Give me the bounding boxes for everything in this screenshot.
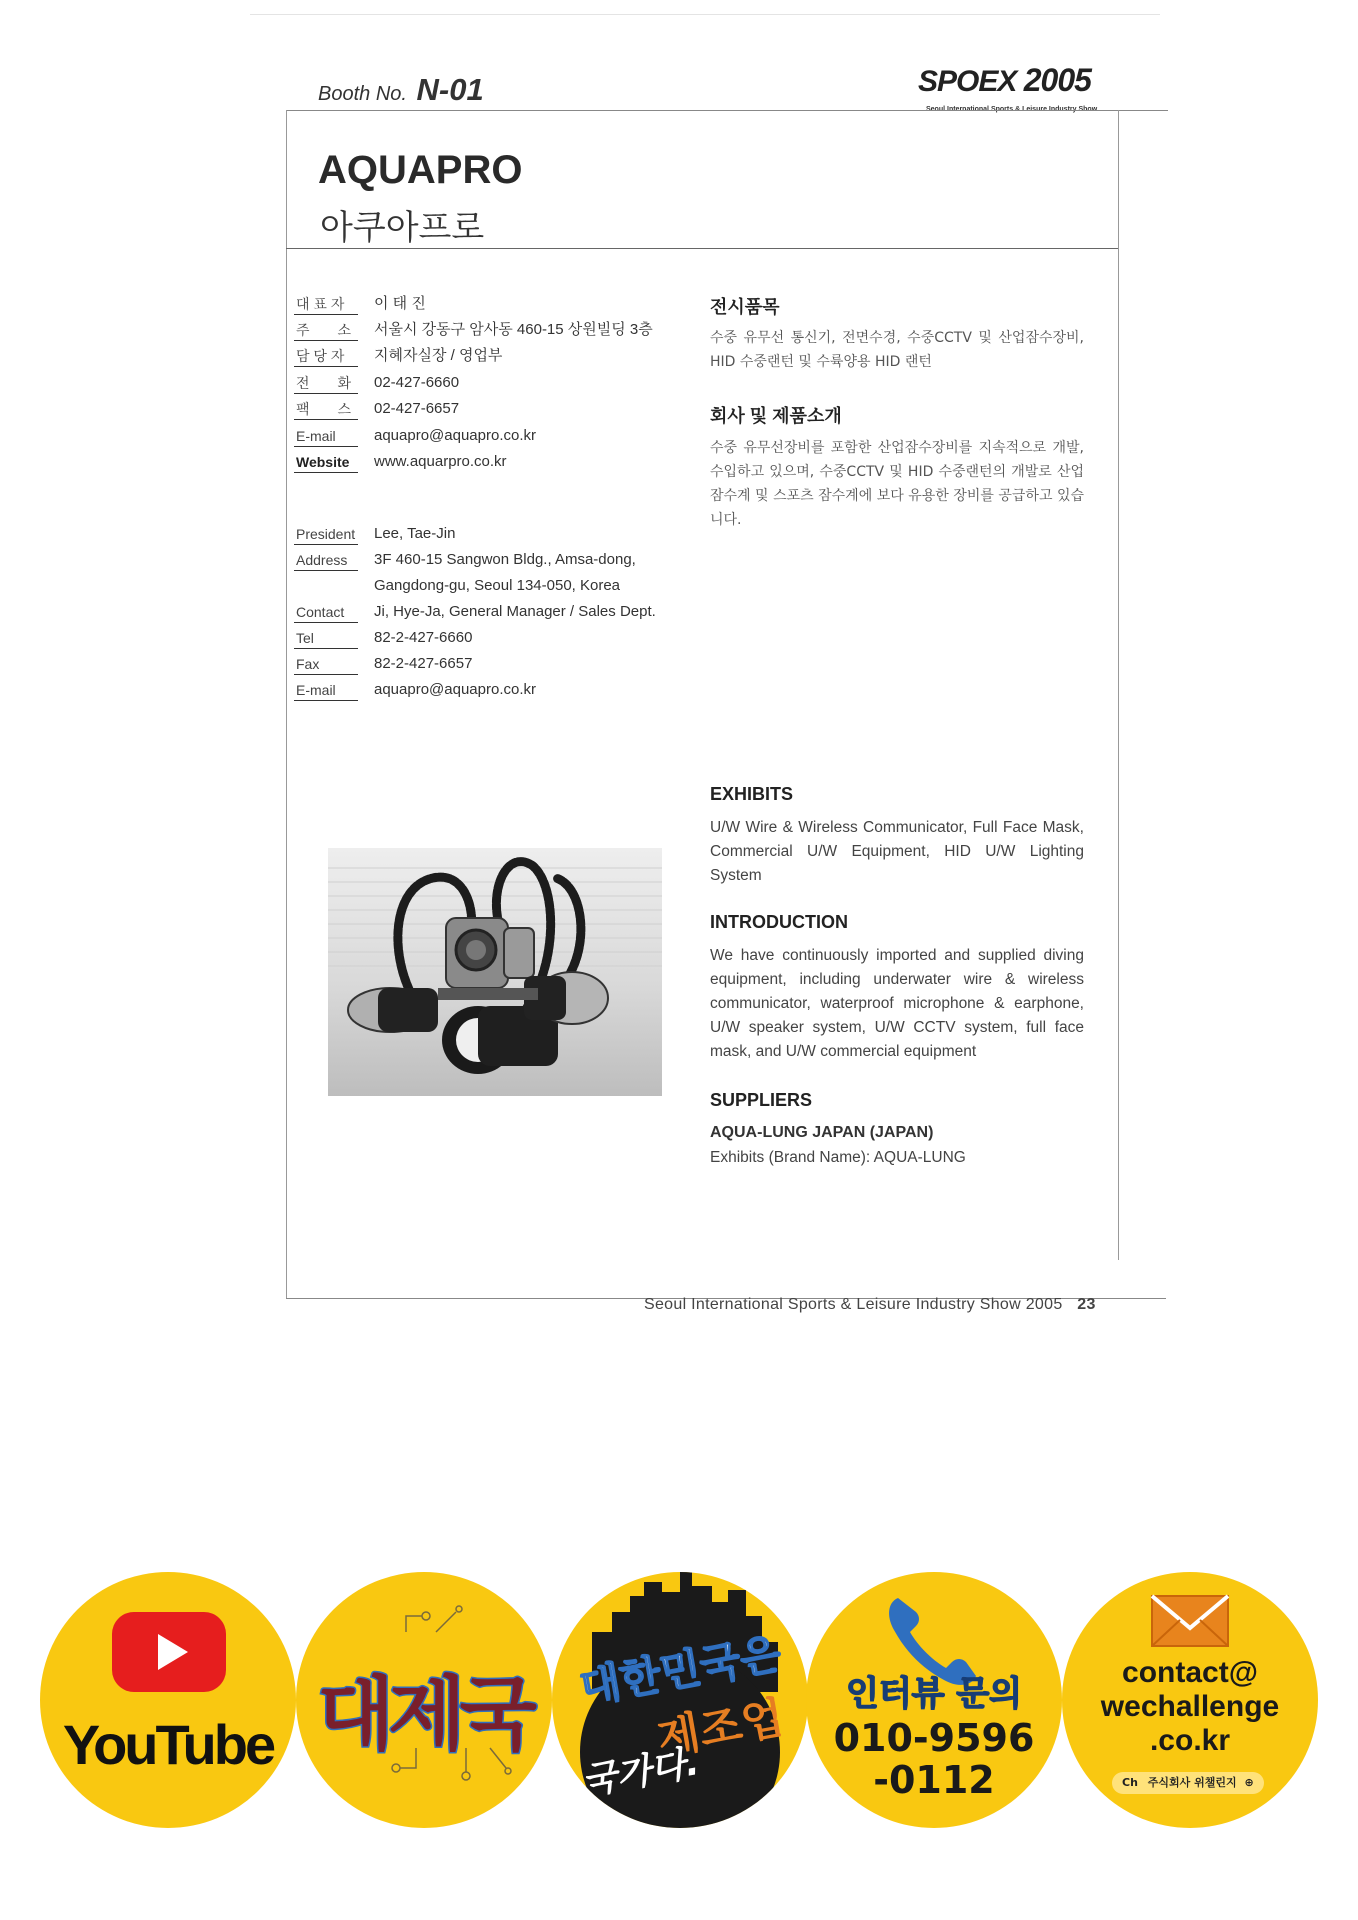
info-value: 02-427-6657 — [374, 400, 460, 417]
exhibits-ko-body: 수중 유무선 통신기, 전면수경, 수중CCTV 및 산업잠수장비, HID 수중랜턴 및 수륙양용 HID 랜턴 — [710, 330, 1084, 370]
info-value: Gangdong-gu, Seoul 134-050, Korea — [374, 577, 621, 594]
info-label: 대 표 자 — [294, 294, 358, 315]
page-footer — [644, 1296, 1096, 1314]
company-name-en: AQUAPRO — [318, 148, 523, 192]
supplier-brand: Exhibits (Brand Name): AQUA-LUNG — [710, 1149, 966, 1166]
email-line1: contact@ — [1122, 1656, 1258, 1689]
slogan-line1: 대한민국은 — [576, 1628, 785, 1713]
exhibits-en-body: U/W Wire & Wireless Communicator, Full Face Mask, Commercial U/W Equipment, HID U/W Lighting System — [710, 819, 1084, 884]
diving-equipment-image — [328, 848, 662, 1096]
info-value: 02-427-6660 — [374, 374, 460, 391]
info-label: 주 소 — [294, 320, 358, 341]
exhibits-ko-title: 전시품목 — [710, 297, 780, 317]
spoex-logo — [918, 62, 1128, 122]
info-value: 이 태 진 — [374, 295, 426, 312]
info-value: aquapro@aquapro.co.kr — [374, 427, 536, 444]
info-label: Website — [294, 452, 358, 473]
logo-text: SPOEX — [918, 65, 1017, 98]
email-link[interactable]: aquapro@aquapro.co.kr — [374, 681, 536, 698]
daejeguk-label: 대제국 — [317, 1668, 531, 1761]
phone-line2: -0112 — [873, 1758, 995, 1802]
info-value: 서울시 강동구 암사동 460-15 상원빌딩 3층 — [374, 321, 653, 338]
suppliers-title: SUPPLIERS — [710, 1090, 813, 1110]
info-label: 전 화 — [294, 373, 358, 394]
email-line2: wechallenge — [1100, 1690, 1280, 1723]
slogan-line2: 제조업 — [653, 1692, 788, 1765]
slogan-line3: 국가다. — [578, 1742, 703, 1803]
intro-ko-title: 회사 및 제품소개 — [710, 406, 842, 426]
plus-icon: ⊕ — [1244, 1776, 1254, 1789]
info-value: 82-2-427-6660 — [374, 629, 473, 646]
info-value: 82-2-427-6657 — [374, 655, 473, 672]
logo-year: 2005 — [1023, 62, 1091, 98]
channel-name: 주식회사 위챌린지 — [1147, 1776, 1237, 1789]
youtube-circle[interactable] — [40, 1572, 296, 1828]
info-label: Address — [294, 550, 358, 571]
email-circle[interactable] — [1062, 1572, 1318, 1828]
info-label: Fax — [294, 654, 358, 675]
info-label: E-mail — [294, 680, 358, 701]
product-photo — [328, 848, 662, 1096]
info-label: Contact — [294, 602, 358, 623]
interview-label: 인터뷰 문의 — [845, 1674, 1023, 1714]
channel-prefix: Ch — [1122, 1776, 1138, 1789]
phone-line1: 010-9596 — [833, 1716, 1035, 1760]
info-label: 담 당 자 — [294, 346, 358, 367]
frame-left — [286, 110, 287, 1298]
booth-number — [318, 72, 484, 108]
info-label: 팩 스 — [294, 399, 358, 420]
youtube-label: YouTube — [62, 1713, 274, 1776]
info-label: President — [294, 524, 358, 545]
booth-code: N-01 — [416, 72, 484, 107]
frame-right — [1118, 110, 1119, 1260]
header-rule — [286, 110, 1168, 111]
info-value: Lee, Tae-Jin — [374, 525, 456, 542]
channel-badge[interactable] — [1112, 1772, 1264, 1794]
youtube-play-icon — [112, 1612, 226, 1692]
top-rule — [250, 14, 1160, 15]
footer-show-name: Seoul International Sports & Leisure Industry Show 2005 — [644, 1296, 1063, 1313]
info-value: 3F 460-15 Sangwon Bldg., Amsa-dong, — [374, 551, 636, 568]
slogan-circle[interactable] — [552, 1572, 808, 1828]
daejeguk-circle[interactable] — [296, 1572, 552, 1828]
company-name-ko: 아쿠아프로 — [320, 208, 485, 248]
intro-en-title: INTRODUCTION — [710, 912, 848, 932]
info-value: 지혜자실장 / 영업부 — [374, 347, 503, 364]
interview-circle[interactable] — [806, 1572, 1062, 1828]
intro-ko-body: 수중 유무선장비를 포함한 산업잠수장비를 지속적으로 개발, 수입하고 있으며, 수중CCTV 및 HID 수중랜턴의 개발로 산업잠수계 및 스포츠 잠수계에 보다 유용한 장비를 공급하고 있습니다. — [710, 440, 1084, 528]
info-value: Ji, Hye-Ja, General Manager / Sales Dept. — [374, 603, 656, 620]
booth-label: Booth No. — [318, 83, 407, 105]
page-number: 23 — [1077, 1296, 1096, 1313]
email-line3: .co.kr — [1149, 1724, 1231, 1757]
intro-en-body: We have continuously imported and supplied diving equipment, including underwater wire & wireless communicator, waterproof microphone & earphone, U/W speaker system, U/W CCTV system, full face mask, and U/W commercial equipment — [710, 947, 1084, 1060]
supplier-name: AQUA-LUNG JAPAN (JAPAN) — [710, 1124, 934, 1141]
info-label: E-mail — [294, 426, 358, 447]
exhibits-en-title: EXHIBITS — [710, 784, 794, 804]
website-link[interactable]: www.aquarpro.co.kr — [374, 453, 507, 470]
info-label: Tel — [294, 628, 358, 649]
